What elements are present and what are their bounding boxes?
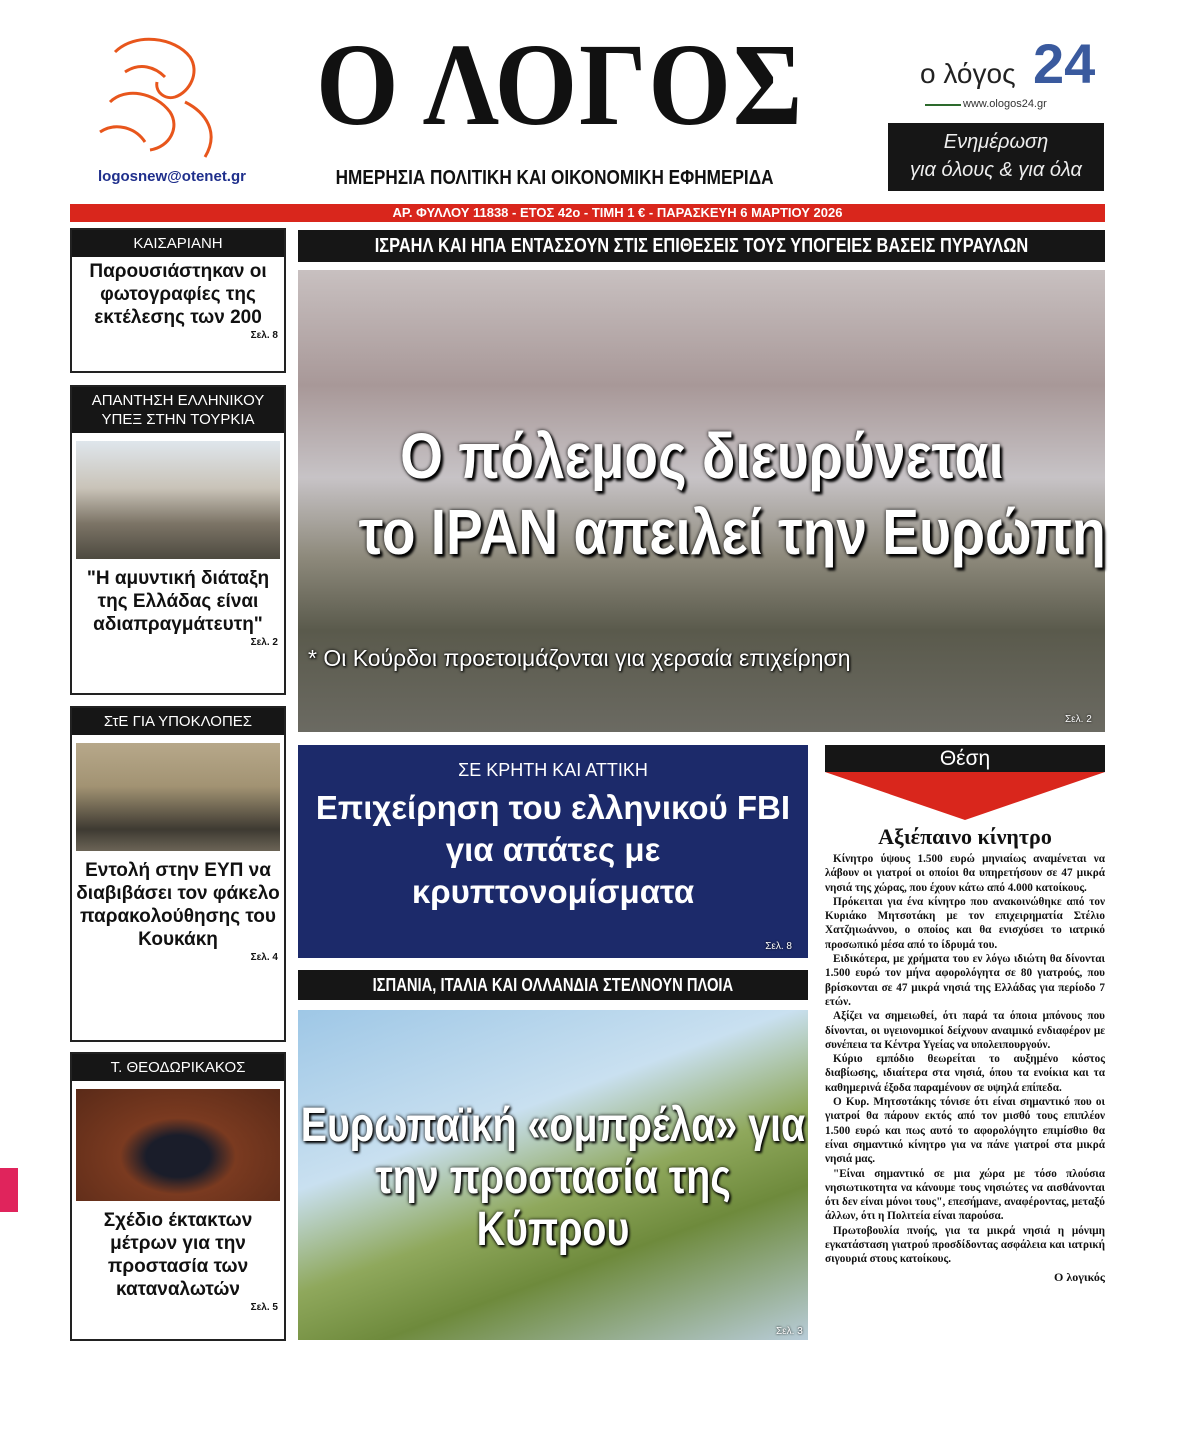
issue-info-bar: ΑΡ. ΦΥΛΛΟΥ 11838 - ΕΤΟΣ 42ο - ΤΙΜΗ 1 € - ΠΑΡΑΣΚΕΥΗ 6 ΜΑΡΤΙΟΥ 2026 <box>70 204 1105 222</box>
masthead: Ο ΛΟΓΟΣ <box>316 19 805 150</box>
lead-headline[interactable] <box>298 418 1105 570</box>
story-title: Παρουσιάστηκαν οι φωτογραφίες της εκτέλεσης των 200 <box>89 261 267 328</box>
ologos24-logo-number: 24 <box>1033 32 1096 95</box>
cyprus-kicker-bar <box>298 970 808 1000</box>
lead-kicker: ΙΣΡΑΗΛ ΚΑΙ ΗΠΑ ΕΝΤΑΣΣΟΥΝ ΣΤΙΣ ΕΠΙΘΕΣΕΙΣ ΤΟΥΣ ΥΠΟΓΕΙΕΣ ΒΑΣΕΙΣ ΠΥΡΑΥΛΩΝ <box>374 235 1029 257</box>
story-title: "Η αμυντική διάταξη της Ελλάδας είναι αδιαπραγμάτευτη" <box>86 568 270 635</box>
cyprus-kicker: ΙΣΠΑΝΙΑ, ΙΤΑΛΙΑ ΚΑΙ ΟΛΛΑΝΔΙΑ ΣΤΕΛΝΟΥΝ ΠΛΟΙΑ <box>372 975 734 995</box>
fbi-story-box[interactable] <box>298 745 808 958</box>
lead-headline-line-2: το ΙΡΑΝ απειλεί την Ευρώπη <box>358 496 1106 568</box>
masthead-subtitle-wrap <box>290 166 820 190</box>
fbi-kicker: ΣΕ ΚΡΗΤΗ ΚΑΙ ΑΤΤΙΚΗ <box>458 760 648 780</box>
story-kicker: ΚΑΙΣΑΡΙΑΝΗ <box>72 230 284 257</box>
newspaper-logo-illustration <box>95 32 230 162</box>
editorial-signature: Ο λογικός <box>1054 1269 1105 1284</box>
editorial-title: Αξιέπαινο κίνητρο <box>878 824 1052 849</box>
editorial-section-header: Θέση <box>825 745 1105 772</box>
story-kicker: Τ. ΘΕΟΔΩΡΙΚΑΚΟΣ <box>72 1054 284 1081</box>
sidebar-story-wiretaps[interactable] <box>70 706 286 1042</box>
page-ref: Σελ. 5 <box>250 1302 278 1313</box>
court-building-photo <box>76 743 280 851</box>
editorial-paragraph: Αξίζει να σημειωθεί, ότι παρά τα όποια μπόνους που δίνονται, οι υγειονομικοί δείχνουν αναιμικό ενδιαφέρον με συνέπεια τα Κέντρα Υγείας να υπολειπουργούν. <box>825 1010 1105 1051</box>
lead-headline-line-1: Ο πόλεμος διευρύνεται <box>399 420 1004 492</box>
story-title: Σχέδιο έκτακτων μέτρων για την προστασία των καταναλωτών <box>103 1210 253 1300</box>
editorial-paragraph: Πρόκειται για ένα κίνητρο που ανακοινώθηκε από τον Κυριάκο Μητσοτάκη με τον επιχειρηματία Στέλιο Χατζηιωάννου, ο οποίος και θα ενισχύσει το ιατρικό προσωπικό μέσα από το ίδρυμά του. <box>825 895 1105 951</box>
editorial-paragraph: Ο Κυρ. Μητσοτάκης τόνισε ότι είναι σημαντικό που οι γιατροί θα πάρουν εκτός από τον μισθό τους επιπλέον 1.500 ευρώ και πως αυτό το αφορολόγητο επιμίσθιο θα είναι σημαντικό κίνητρο για να πάνε γιατροί στα μικρά νησιά μας. <box>825 1096 1105 1166</box>
editorial-paragraph: Κύριο εμπόδιο θεωρείται το αυξημένο κόστος διαβίωσης, ιδιαίτερα στα νησιά, όπου τα ενοίκια και τα καθημερινά έξοδα παραμένουν σε υψηλά επίπεδα. <box>825 1053 1105 1094</box>
sidebar-story-kaisariani[interactable] <box>70 228 286 373</box>
masthead-subtitle: ΗΜΕΡΗΣΙΑ ΠΟΛΙΤΙΚΗ ΚΑΙ ΟΙΚΟΝΟΜΙΚΗ ΕΦΗΜΕΡΙΔΑ <box>336 167 774 189</box>
story-title: Εντολή στην ΕΥΠ να διαβιβάσει τον φάκελο παρακολούθησης του Κουκάκη <box>76 860 280 950</box>
story-kicker: ΑΠΑΝΤΗΣΗ ΕΛΛΗΝΙΚΟΥ ΥΠΕΞ ΣΤΗΝ ΤΟΥΡΚΙΑ <box>72 387 284 433</box>
page-ref: Σελ. 2 <box>250 637 278 648</box>
page-ref: Σελ. 3 <box>776 1326 803 1337</box>
page-ref: Σελ. 8 <box>765 941 792 952</box>
editorial-paragraph: Ειδικότερα, με χρήματα του εν λόγω ιδιώτη θα δίνονται 1.500 ευρώ τον μήνα αφορολόγητα σε 80 γιατρούς, που βρίσκονται σε 47 μικρά νησιά της Ελλάδας για περίοδο 7 ετών. <box>825 953 1105 1008</box>
page-ref: Σελ. 2 <box>1065 714 1092 725</box>
ologos24-logo: ο λόγος <box>920 58 1016 89</box>
page-ref: Σελ. 8 <box>250 330 278 341</box>
tagline-line-2: για όλους & για όλα <box>910 159 1082 181</box>
parliament-photo <box>76 1089 280 1201</box>
fbi-headline: Επιχείρηση του ελληνικού FBI για απάτες με κρυπτονομίσματα <box>315 789 791 910</box>
lead-kicker-bar <box>298 230 1105 262</box>
editorial-paragraph: Κίνητρο ύψους 1.500 ευρώ μηνιαίως αναμένεται να λάβουν οι γιατροί οι οποίοι θα υπηρετήσουν σε 47 μικρά νησιά της χώρας, που έχουν κάτω από 4.000 κατοίκους. <box>825 853 1105 894</box>
editorial-body <box>825 852 1105 1284</box>
sidebar-story-foreign-ministry[interactable] <box>70 385 286 695</box>
page-edge-marker <box>0 1168 18 1212</box>
tagline-line-1: Ενημέρωση <box>943 131 1049 153</box>
site-url[interactable]: www.ologos24.gr <box>963 98 1047 110</box>
sidebar-story-theodorikakos[interactable] <box>70 1052 286 1341</box>
contact-email: logosnew@otenet.gr <box>98 168 246 185</box>
editorial-paragraph: "Είναι σημαντικό σε μια χώρα με τόσο πλούσια νησιωτικοτητα να κάνουμε τους νησιώτες να αισθάνονται ότι δεν είναι μόνοι τους", επεσήμανε, αναφέροντας, μεταξύ άλλων, ότι η Πολιτεία είναι παρούσα. <box>825 1167 1105 1223</box>
page-ref: Σελ. 4 <box>250 952 278 963</box>
lead-subheadline: * Οι Κούρδοι προετοιμάζονται για χερσαία επιχείρηση <box>308 645 851 671</box>
editorial-paragraph: Πρωτοβουλία πνοής, για τα μικρά νησιά η μόνιμη εγκατάσταση γιατρού προσδίδοντας ασφάλεια και ιατρική σιγουριά στους κατοίκους. <box>825 1224 1105 1266</box>
cyprus-headline[interactable]: Ευρωπαϊκή «ομπρέλα» για την προστασία της Κύπρου <box>300 1099 806 1256</box>
tagline-box <box>888 123 1104 191</box>
red-triangle-divider <box>825 772 1105 820</box>
logo-divider <box>925 104 961 106</box>
building-photo <box>76 441 280 559</box>
story-kicker: ΣτΕ ΓΙΑ ΥΠΟΚΛΟΠΕΣ <box>72 708 284 735</box>
